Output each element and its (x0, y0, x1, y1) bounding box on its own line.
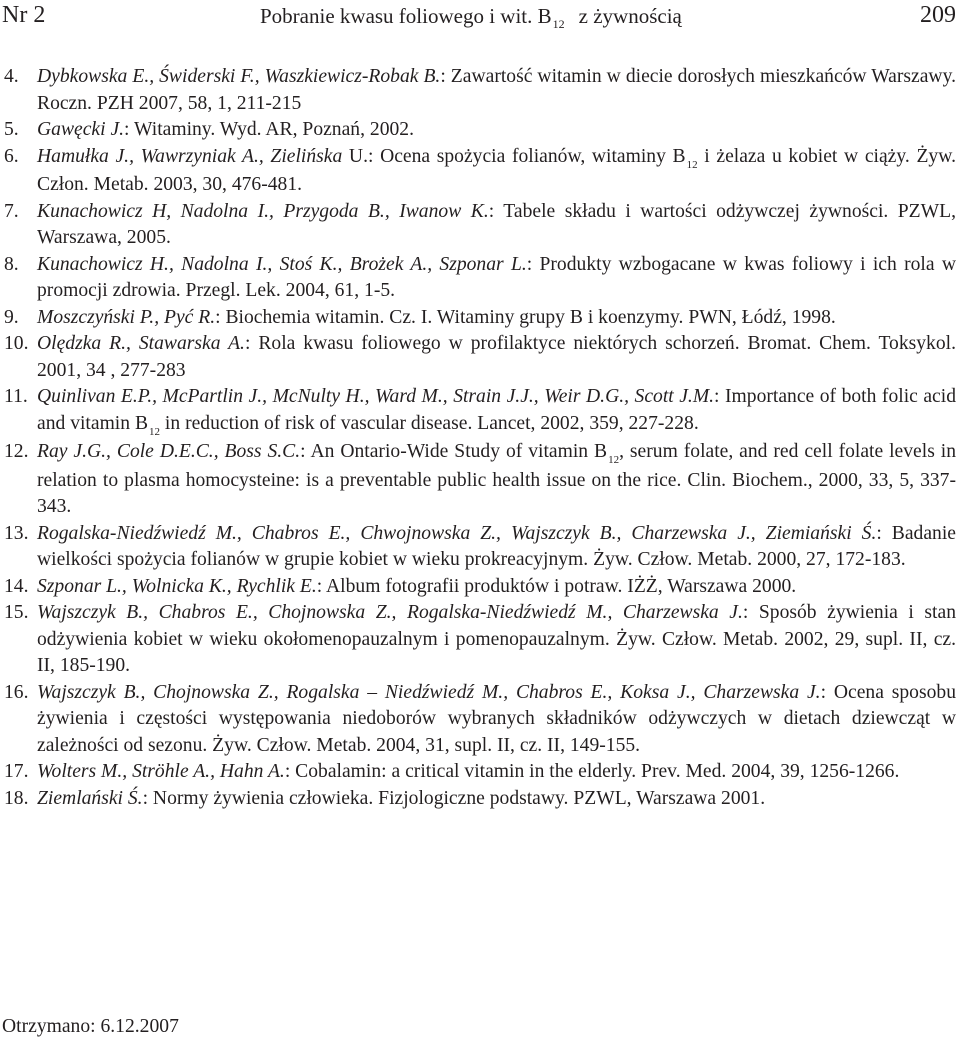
reference-number: 12. (4, 441, 29, 462)
reference-text: in reduction of risk of vascular disease. Lancet, 2002, 359, 227-228. (160, 412, 699, 434)
reference-text: : Badanie wielkości spożycia folianów w grupie kobiet w wieku prokreacyjnym. Żyw. Człow. Metab. 2000, 27, 172-183. (37, 522, 956, 570)
reference-text: : Normy żywienia człowieka. Fizjologiczne podstawy. PZWL, Warszawa 2001. (142, 787, 766, 809)
reference-text: : Biochemia witamin. Cz. I. Witaminy grupy B i koenzymy. PWN, Łódź, 1998. (215, 306, 836, 328)
issue-number: Nr 2 (2, 2, 46, 28)
reference-item (0, 574, 960, 601)
reference-text: , serum folate, and red cell folate levels in relation to plasma homocysteine: is a preventable public health issue on the rice. Clin. Biochem., 2000, 33, 5, 337-343. (37, 441, 956, 517)
reference-text: : Sposób żywienia i stan odżywienia kobiet w wieku okołomenopauzalnym i pomenopauzalnym. Żyw. Człow. Metab. 2002, 29, supl. II, cz. II, 185-190. (37, 602, 956, 676)
reference-subscript: 12 (608, 454, 620, 466)
running-title-subscript: 12 (552, 17, 565, 31)
reference-item (0, 384, 960, 439)
reference-text: : Witaminy. Wyd. AR, Poznań, 2002. (124, 119, 414, 140)
reference-number: 7. (4, 200, 19, 222)
reference-subscript: 12 (149, 425, 161, 438)
reference-authors: Ray J.G., Cole D.E.C., Boss S.C. (37, 441, 301, 462)
reference-item (0, 252, 960, 305)
reference-authors: Dybkowska E., Świderski F., Waszkiewicz-Robak B. (37, 66, 441, 87)
reference-number: 5. (4, 119, 19, 140)
reference-subscript: 12 (686, 158, 698, 171)
reference-item (0, 144, 960, 199)
reference-item (0, 199, 960, 252)
running-header (0, 2, 960, 42)
reference-authors: Kunachowicz H., Nadolna I., Stoś K., Brożek A., Szponar L. (37, 253, 527, 275)
reference-authors: Hamułka J., Wawrzyniak A., Zielińska (37, 145, 343, 167)
reference-number: 13. (4, 522, 29, 544)
running-title-tail: z żywnością (578, 4, 682, 28)
running-title (260, 4, 682, 29)
reference-text: : Produkty wzbogacane w kwas foliowy i ich rola w promocji zdrowia. Przegl. Lek. 2004, 61, 1-5. (37, 253, 956, 301)
page-number: 209 (920, 2, 956, 28)
reference-authors: Wolters M., Ströhle A., Hahn A. (37, 761, 285, 782)
received-date: Otrzymano: 6.12.2007 (2, 1016, 179, 1037)
reference-text: U.: Ocena spożycia folianów, witaminy B (342, 145, 686, 167)
reference-text: : Importance of both folic acid and vitamin B (37, 386, 956, 434)
reference-number: 16. (4, 681, 29, 703)
running-title-main: Pobranie kwasu foliowego i wit. B (260, 4, 552, 28)
reference-list (0, 64, 960, 812)
reference-number: 17. (4, 761, 29, 782)
reference-item (0, 521, 960, 574)
reference-item (0, 786, 960, 813)
reference-number: 6. (4, 145, 19, 167)
reference-authors: Olędzka R., Stawarska A. (37, 333, 245, 354)
reference-authors: Ziemlański Ś. (37, 787, 143, 809)
reference-number: 15. (4, 602, 29, 623)
reference-authors: Wajszczyk B., Chabros E., Chojnowska Z., Rogalska-Niedźwiedź M., Charzewska J. (37, 602, 743, 623)
reference-number: 11. (4, 386, 28, 407)
reference-text: i żelaza u kobiet w ciąży. Żyw. Człon. Metab. 2003, 30, 476-481. (37, 145, 956, 195)
reference-number: 10. (4, 333, 29, 354)
reference-text: : Ocena sposobu żywienia i częstości występowania niedoborów wybranych składników odżywczych w dietach dziewcząt w zależności od sezonu. Żyw. Człow. Metab. 2004, 31, supl. II, cz. II, 149-155. (37, 681, 956, 756)
reference-item (0, 331, 960, 384)
reference-item (0, 305, 960, 332)
reference-authors: Rogalska-Niedźwiedź M., Chabros E., Chwojnowska Z., Wajszczyk B., Charzewska J., Ziemiański Ś. (37, 522, 877, 544)
reference-authors: Moszczyński P., Pyć R. (37, 306, 216, 328)
reference-authors: Gawęcki J. (37, 119, 125, 140)
reference-number: 14. (4, 575, 29, 597)
reference-authors: Kunachowicz H, Nadolna I., Przygoda B., Iwanow K. (37, 200, 489, 222)
reference-text: : An Ontario-Wide Study of vitamin B (300, 441, 608, 462)
reference-authors: Szponar L., Wolnicka K., Rychlik E. (37, 575, 317, 597)
reference-text: : Zawartość witamin w diecie dorosłych mieszkańców Warszawy. Roczn. PZH 2007, 58, 1, 211-215 (37, 66, 956, 114)
reference-authors: Quinlivan E.P., McPartlin J., McNulty H., Ward M., Strain J.J., Weir D.G., Scott J.M. (37, 386, 715, 407)
reference-authors: Wajszczyk B., Chojnowska Z., Rogalska – Niedźwiedź M., Chabros E., Koksa J., Charzewska J. (37, 681, 821, 703)
reference-text: : Album fotografii produktów i potraw. IŻŻ, Warszawa 2000. (316, 575, 797, 597)
reference-number: 4. (4, 66, 19, 87)
reference-item (0, 759, 960, 786)
reference-item (0, 600, 960, 680)
reference-item (0, 680, 960, 760)
reference-number: 8. (4, 253, 19, 275)
reference-item (0, 439, 960, 521)
reference-item (0, 117, 960, 144)
reference-text: : Rola kwasu foliowego w profilaktyce niektórych schorzeń. Bromat. Chem. Toksykol. 2001, 34 , 277-283 (37, 333, 956, 381)
reference-text: : Cobalamin: a critical vitamin in the elderly. Prev. Med. 2004, 39, 1256-1266. (284, 761, 900, 782)
reference-number: 9. (4, 306, 19, 328)
reference-item (0, 64, 960, 117)
reference-number: 18. (4, 787, 29, 809)
reference-text: : Tabele składu i wartości odżywczej żywności. PZWL, Warszawa, 2005. (37, 200, 956, 248)
